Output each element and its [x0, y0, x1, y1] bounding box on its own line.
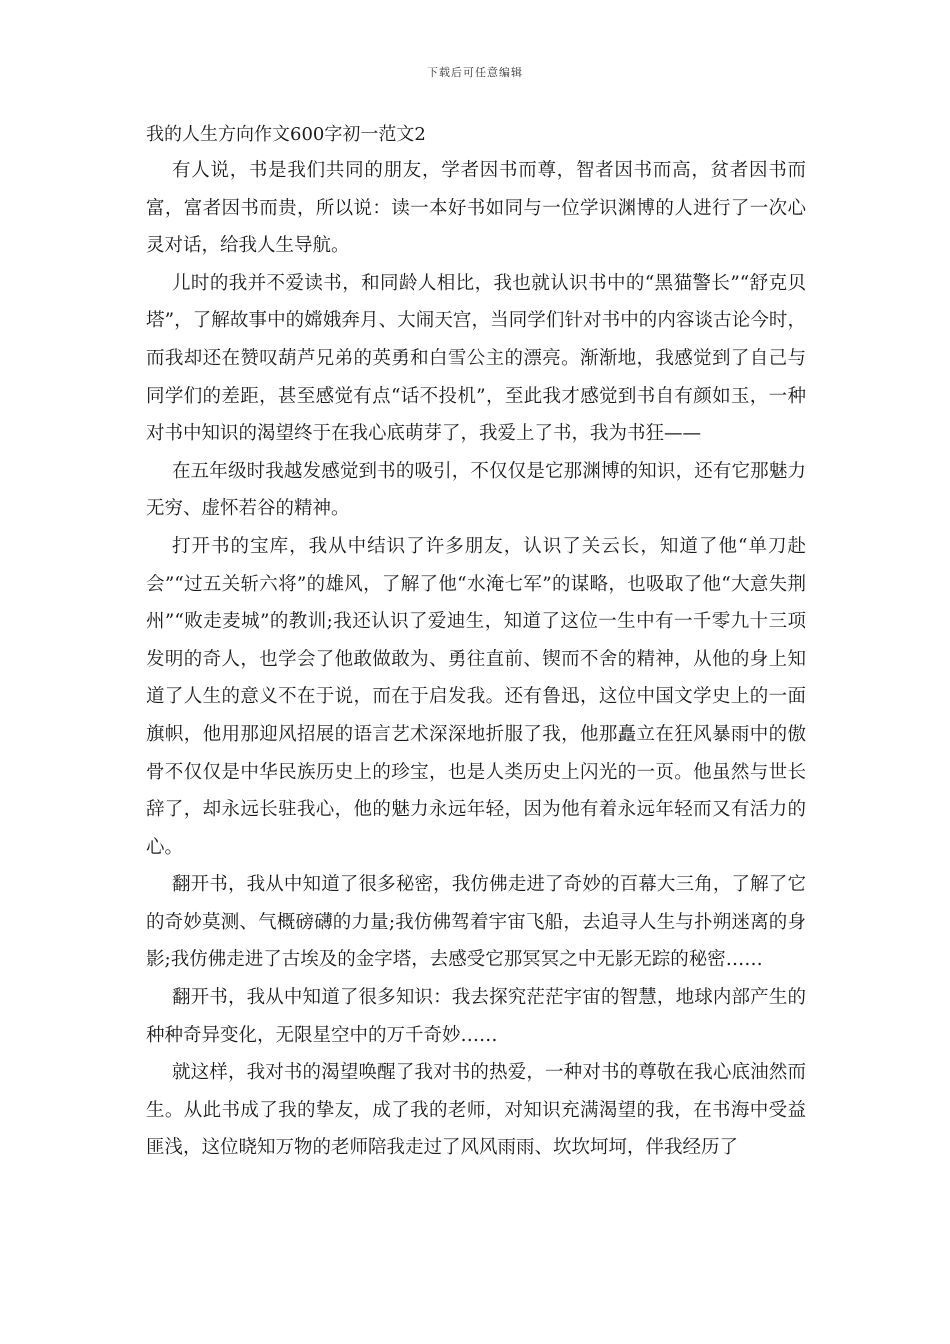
paragraph-1: 有人说，书是我们共同的朋友，学者因书而尊，智者因书而高，贫者因书而富，富者因书而贵，所以说：读一本好书如同与一位学识渊博的人进行了一次心灵对话，给我人生导航。 [146, 160, 806, 257]
paragraph-5: 翻开书，我从中知道了很多秘密，我仿佛走进了奇妙的百幕大三角，了解了它的奇妙莫测、气概磅礴的力量;我仿佛驾着宇宙飞船，去追寻人生与扑朔迷离的身影;我仿佛走进了古埃及的金字塔，去感受它那冥冥之中无影无踪的秘密…… [146, 874, 806, 971]
header-note: 下载后可任意编辑 [427, 66, 523, 79]
paragraph-4: 打开书的宝库，我从中结识了许多朋友，认识了关云长，知道了他“单刀赴会”“过五关斩六将”的雄风，了解了他“水淹七军”的谋略，也吸取了他“大意失荆州”“败走麦城”的教训;我还认识了爱迪生，知道了这位一生中有一千零九十三项发明的奇人，也学会了他敢做敢为、勇往直前、锲而不舍的精神，从他的身上知道了人生的意义不在于说，而在于启发我。还有鲁迅，这位中国文学史上的一面旗帜，他用那迎风招展的语言艺术深深地折服了我，他那矗立在狂风暴雨中的傲骨不仅仅是中华民族历史上的珍宝，也是人类历史上闪光的一页。他虽然与世长辞了，却永远长驻我心，他的魅力永远年轻，因为他有着永远年轻而又有活力的心。 [146, 535, 806, 858]
paragraph-6: 翻开书，我从中知道了很多知识：我去探究茫茫宇宙的智慧，地球内部产生的种种奇异变化，无限星空中的万千奇妙…… [146, 987, 806, 1046]
paragraph-7: 就这样，我对书的渴望唤醒了我对书的热爱，一种对书的尊敬在我心底油然而生。从此书成了我的挚友，成了我的老师，对知识充满渴望的我，在书海中受益匪浅，这位晓知万物的老师陪我走过了风风雨雨、坎坎坷坷，伴我经历了 [146, 1062, 806, 1159]
document-body [146, 118, 806, 1167]
document-title: 我的人生方向作文600字初一范文2 [146, 124, 426, 145]
paragraph-3: 在五年级时我越发感觉到书的吸引，不仅仅是它那渊博的知识，还有它那魅力无穷、虚怀若谷的精神。 [146, 460, 806, 520]
paragraph-2: 儿时的我并不爱读书，和同龄人相比，我也就认识书中的“黑猫警长”“舒克贝塔”，了解故事中的嫦娥奔月、大闹天宫，当同学们针对书中的内容谈古论今时，而我却还在赞叹葫芦兄弟的英勇和白雪公主的漂亮。渐渐地，我感觉到了自己与同学们的差距，甚至感觉有点“话不投机”，至此我才感觉到书自有颜如玉，一种对书中知识的渴望终于在我心底萌芽了，我爱上了书，我为书狂—— [146, 272, 806, 445]
